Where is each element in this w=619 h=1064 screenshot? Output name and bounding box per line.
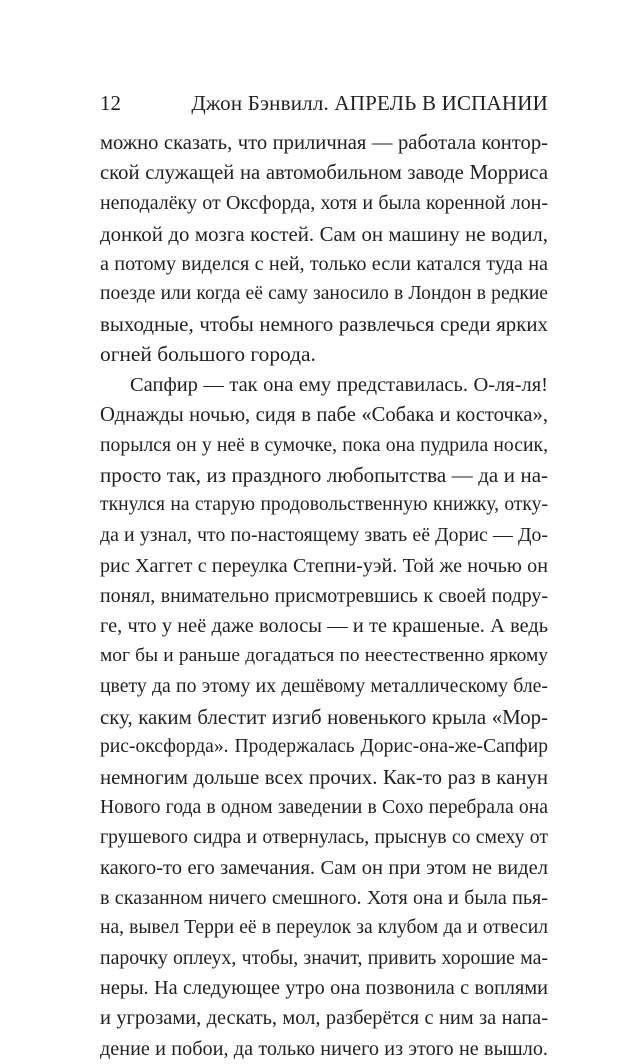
text-line: ской служащей на автомобильном заводе Морриса bbox=[100, 162, 548, 185]
text-line: порылся он у неё в сумочке, пока она пудрила носик, bbox=[100, 433, 548, 456]
text-line: ску, каким блестит изгиб новенького крыла «Мор- bbox=[100, 704, 548, 729]
text-line: и угрозами, дескать, мол, разберётся с ним за напа- bbox=[100, 1007, 548, 1030]
text-line: парочку оплеух, чтобы, значит, привить хорошие ма- bbox=[100, 947, 548, 970]
text-line: грушевого сидра и отвернулась, прыснув со смеху от bbox=[100, 826, 548, 849]
page-number: 12 bbox=[100, 91, 121, 115]
text-line: неры. На следующее утро она позвонила с воплями bbox=[100, 977, 548, 1000]
text-line: Нового года в одном заведении в Сохо перебрала она bbox=[100, 796, 548, 819]
text-line: огней большого города. bbox=[100, 342, 316, 367]
text-line: ге, что у неё даже волосы — и те крашеные. А ведь bbox=[100, 615, 548, 637]
text-line: рис Хаггет с переулка Степни-уэй. Той же ночью он bbox=[100, 554, 548, 577]
running-title: Джон Бэнвилл. АПРЕЛЬ В ИСПАНИИ bbox=[191, 91, 548, 115]
text-line: какого-то его замечания. Сам он при этом не видел bbox=[100, 856, 548, 879]
text-line: немногим дольше всех прочих. Как-то раз в канун bbox=[100, 764, 548, 789]
text-line: Однажды ночью, сидя в пабе «Собака и косточка», bbox=[100, 403, 548, 426]
text-line: выходные, чтобы немного развлечься среди ярких bbox=[100, 312, 548, 337]
text-line: неподалёку от Оксфорда, хотя и была коренной лон- bbox=[100, 192, 548, 215]
body-text bbox=[100, 128, 548, 1064]
text-line: ткнулся на старую продовольственную книжку, отку- bbox=[100, 494, 548, 516]
text-line: на, вывел Терри её в переулок за клубом да и отвесил bbox=[100, 916, 548, 938]
text-line: мог бы и раньше догадаться по неестественно яркому bbox=[100, 645, 548, 667]
text-line: можно сказать, что приличная — работала контор- bbox=[100, 132, 548, 154]
text-line: цвету да по этому их дешёвому металлическому бле- bbox=[100, 675, 548, 698]
text-line: просто так, из праздного любопытства — да и на- bbox=[100, 463, 548, 488]
text-line: да и узнал, что по-настоящему звать её Дорис — До- bbox=[100, 524, 548, 547]
text-line: рис-оксфорда». Продержалась Дорис-она-же-Сапфир bbox=[100, 735, 548, 757]
text-line: в сказанном ничего смешного. Хотя она и была пья- bbox=[100, 886, 548, 909]
text-line: Сапфир — так она ему представилась. О-ля-ля! bbox=[130, 373, 548, 396]
text-line: дение и побои, да только ничего из этого не вышло. bbox=[100, 1037, 548, 1060]
text-line: а потому виделся с ней, только если катался туда на bbox=[100, 252, 548, 275]
text-line: донкой до мозга костей. Сам он машину не водил, bbox=[100, 221, 548, 246]
text-line: поезде или когда её саму заносило в Лондон в редкие bbox=[100, 282, 548, 304]
text-line: понял, внимательно присмотревшись к своей подру- bbox=[100, 584, 548, 607]
running-head bbox=[100, 88, 548, 118]
